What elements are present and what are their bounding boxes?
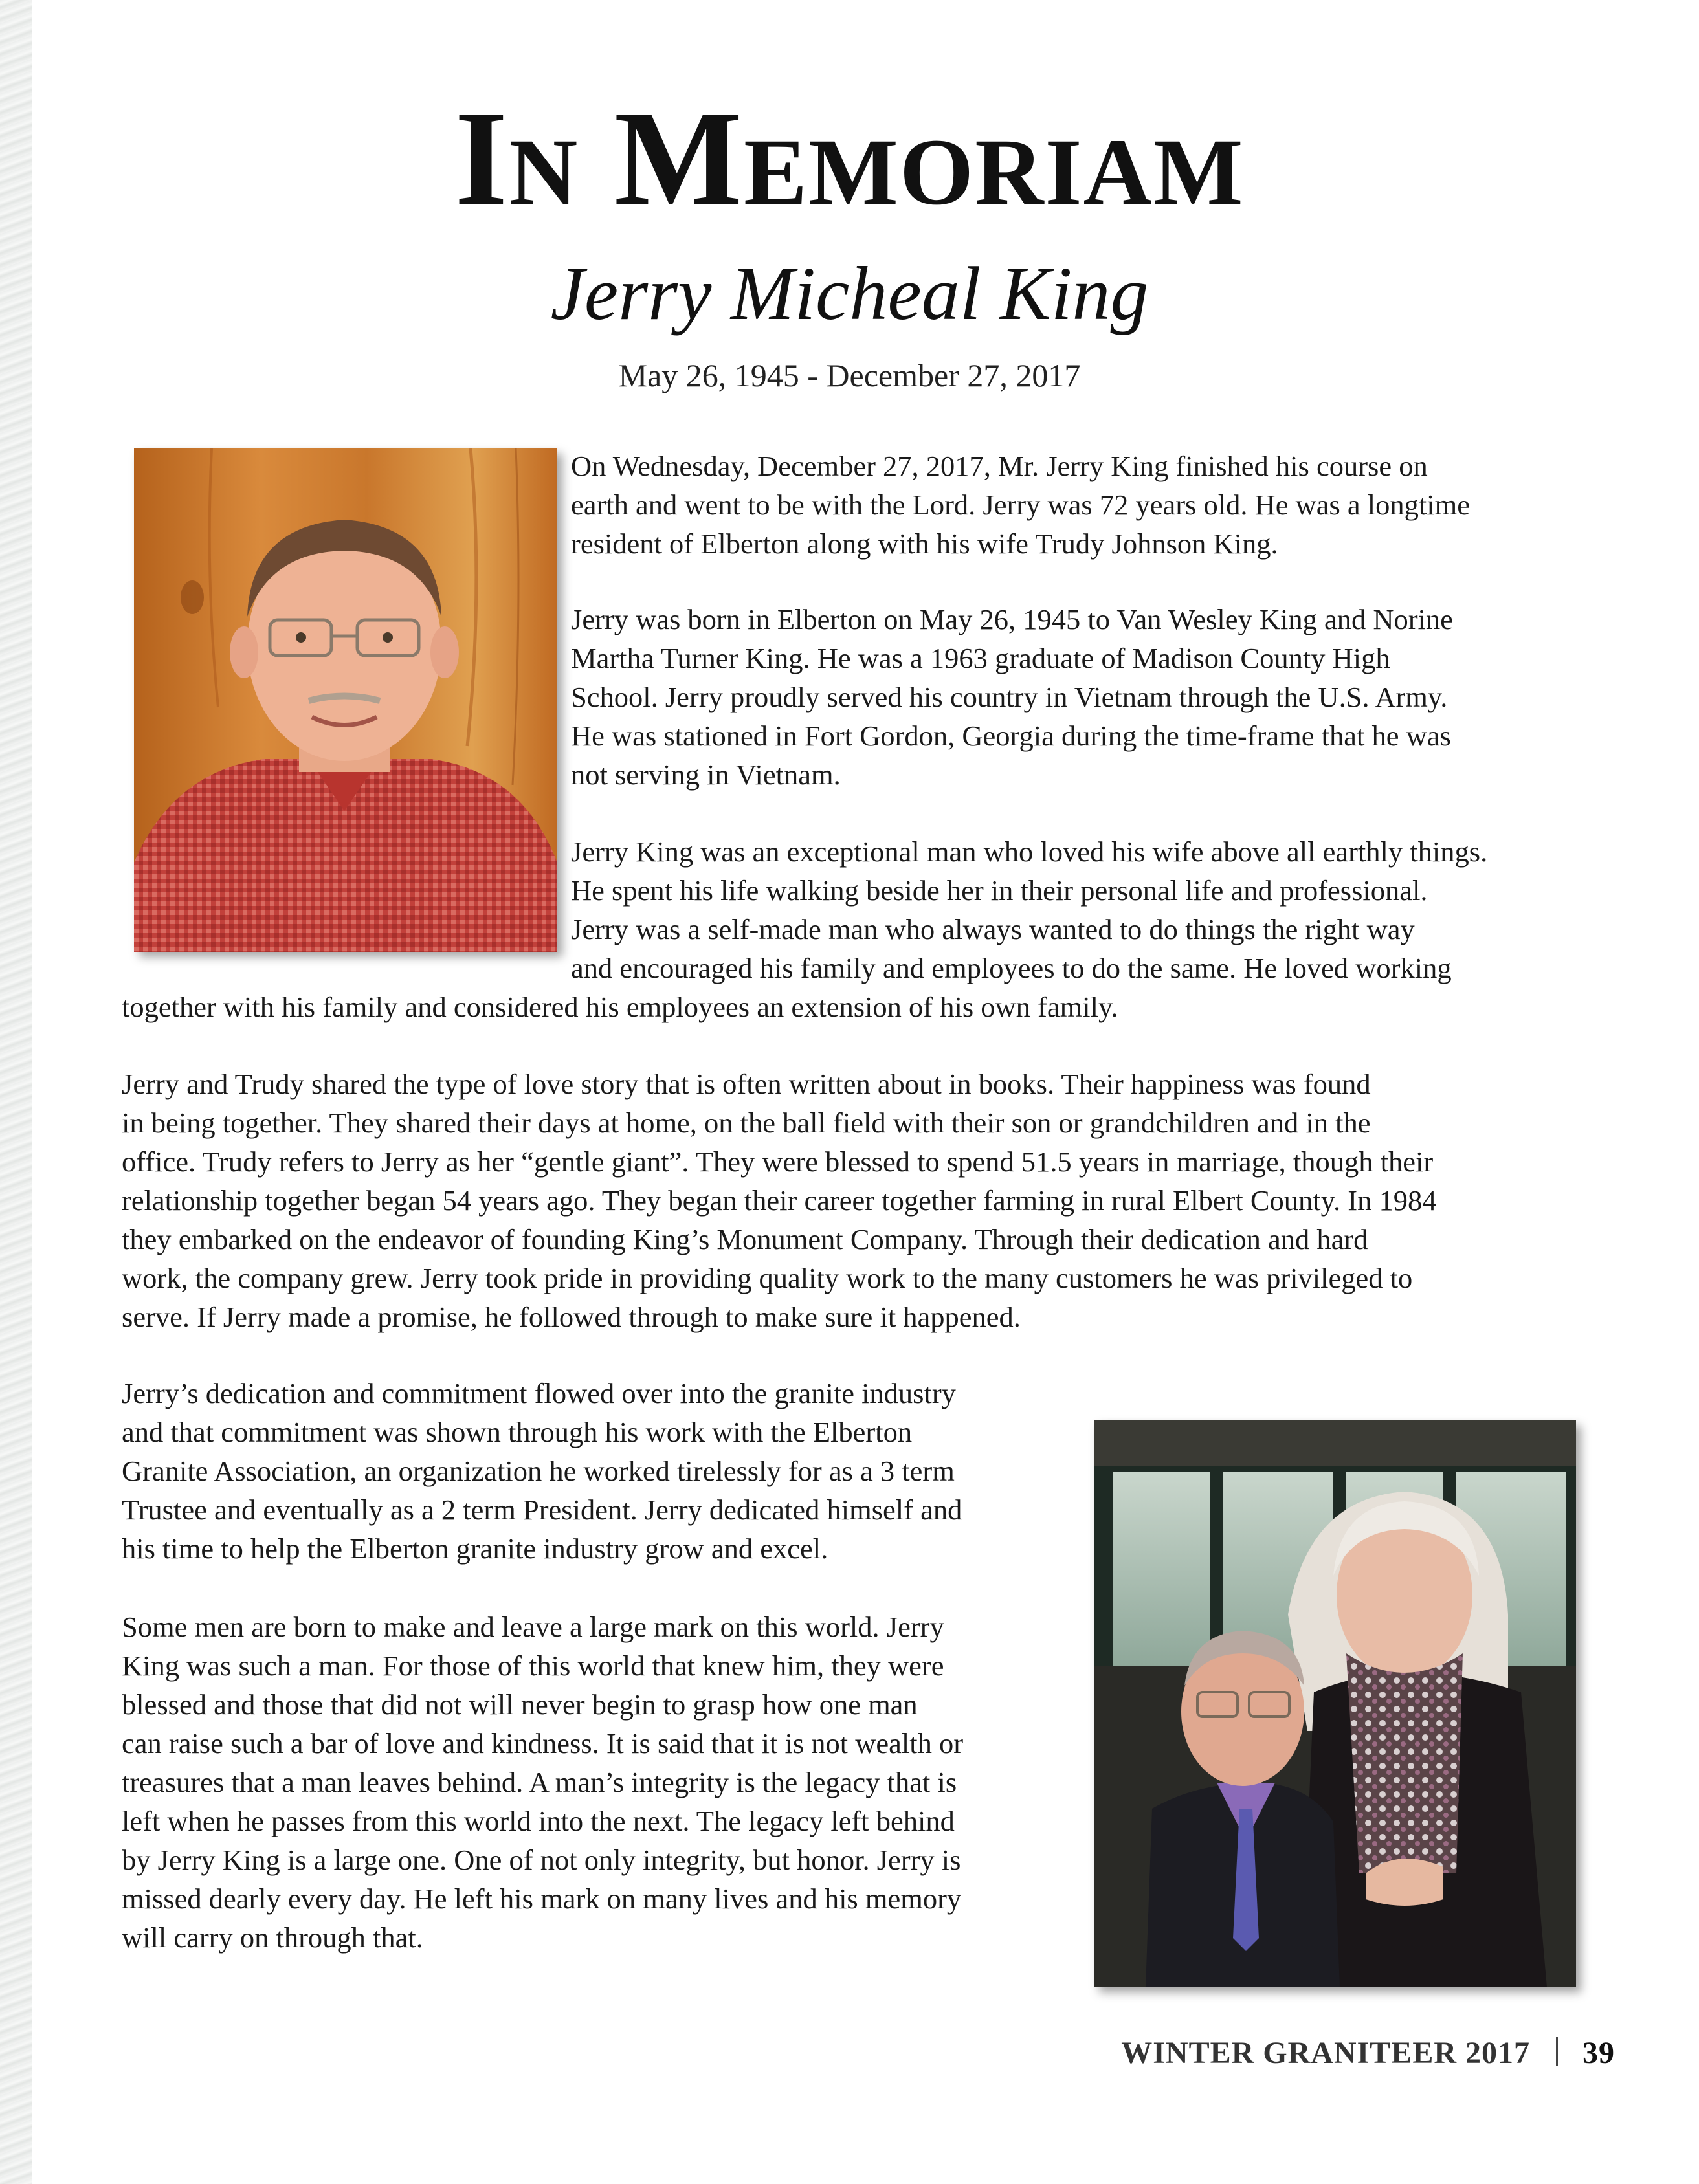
couple-photo	[1094, 1420, 1576, 1987]
photo-icon	[134, 448, 557, 952]
life-dates: May 26, 1945 - December 27, 2017	[618, 357, 1081, 393]
person-name: Jerry Micheal King	[550, 251, 1149, 336]
paragraph-4: Jerry and Trudy shared the type of love story that is often written about in books. Their happiness was found in being together. They shared their days at home, on the ball field with their son or grandchildren and in the office. Trudy refers to Jerry as her “gentle giant”. They were blessed to spend 51.5 years in marriage, though their relationship together began 54 years ago. They began their career together farming in rural Elbert County. In 1984 they embarked on the endeavor of founding King’s Monument Company. Through their dedication and hard work, the company grew. Jerry took pride in providing quality work to the many customers he was privileged to serve. If Jerry made a promise, he followed through to make sure it happened.	[122, 1068, 1437, 1333]
publication-name: WINTER GRANITEER 2017	[1121, 2036, 1530, 2070]
page-title: In Memoriam	[454, 83, 1245, 234]
paragraph-6: Some men are born to make and leave a large mark on this world. Jerry King was such a man. For those of this world that knew him, they were blessed and those that did not will never begin to grasp how one man can raise such a bar of love and kindness. It is said that it is not wealth or treasures that a man leaves behind. A man’s integrity is the legacy that is left when he passes from this world into the next. The legacy left behind by Jerry King is a large one. One of not only integrity, but honor. Jerry is missed dearly every day. He left his mark on many lives and his memory will carry on through that.	[122, 1611, 964, 1954]
page-number: 39	[1582, 2036, 1615, 2070]
portrait-photo	[134, 448, 557, 952]
paragraph-1: On Wednesday, December 27, 2017, Mr. Jerry King finished his course on earth and went to be with the Lord. Jerry was 72 years old. He was a longtime resident of Elberton along with his wife Trudy Johnson King.	[571, 450, 1470, 560]
photo-icon	[1094, 1420, 1576, 1987]
paragraph-2: Jerry was born in Elberton on May 26, 1945 to Van Wesley King and Norine Martha Turner King. He was a 1963 graduate of Madison County High School. Jerry proudly served his country in Vietnam through the U.S. Army. He was stationed in Fort Gordon, Georgia during the time-frame that he was not serving in Vietnam.	[571, 603, 1453, 791]
paragraph-5: Jerry’s dedication and commitment flowed over into the granite industry and that commitment was shown through his work with the Elberton Granite Association, an organization he worked tirelessly for as a 3 term Trustee and eventually as a 2 term President. Jerry dedicated himself and his time to help the Elberton granite industry grow and excel.	[122, 1377, 962, 1565]
footer-divider	[1556, 2037, 1558, 2066]
paragraph-3: Jerry King was an exceptional man who loved his wife above all earthly things. He spent his life walking beside her in their personal life and professional. Jerry was a self-made man who always wanted to do things the right way and encouraged his family and employees to do the same. He loved working together with his family and considered his employees an extension of his own family.	[122, 835, 1488, 1023]
page-footer	[1121, 2037, 1615, 2069]
